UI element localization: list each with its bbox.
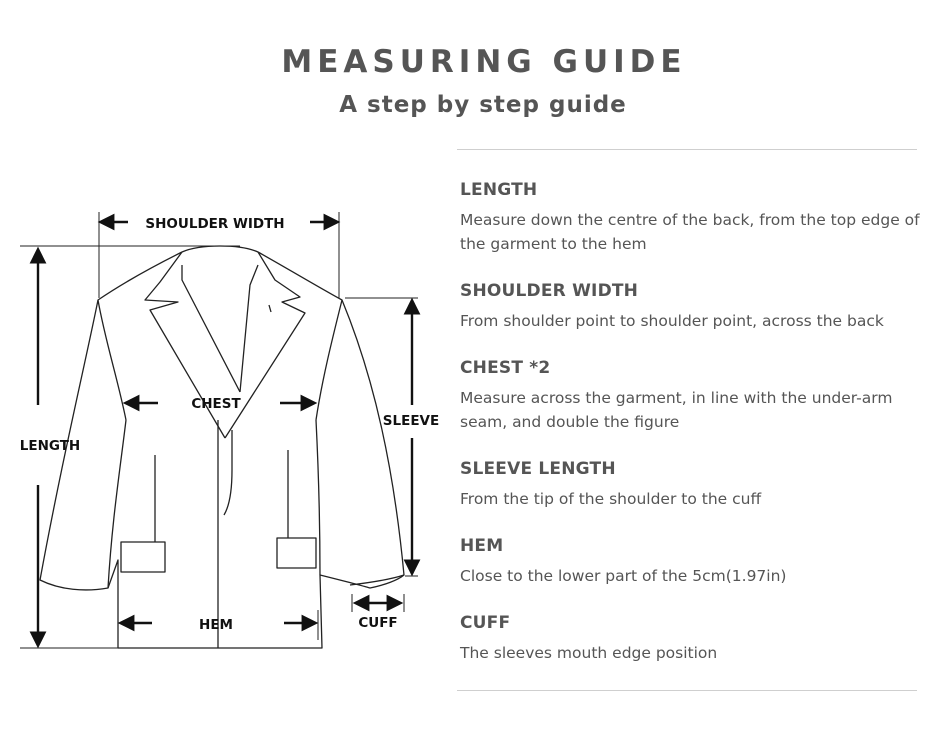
- guide-item-sleeve-length: [460, 459, 922, 511]
- guide-item-desc: From the tip of the shoulder to the cuff: [460, 490, 762, 508]
- guide-item-title: CHEST *2: [460, 358, 551, 378]
- guide-item-desc: Measure across the garment, in line with the under-arm seam, and double the figure: [460, 389, 893, 431]
- guide-item-desc: Measure down the centre of the back, from the top edge of the garment to the hem: [460, 211, 920, 253]
- guide-item-title: HEM: [460, 536, 504, 556]
- guide-item-desc: The sleeves mouth edge position: [460, 644, 718, 662]
- guide-item-shoulder-width: [460, 281, 922, 333]
- length-label: LENGTH: [19, 438, 81, 454]
- guide-item-desc: Close to the lower part of the 5cm(1.97in): [460, 567, 787, 585]
- guide-item-hem: [460, 536, 922, 588]
- reference-lines: [20, 212, 418, 648]
- guide-item-cuff: [460, 613, 922, 665]
- sleeve-label: SLEEVE: [382, 413, 440, 429]
- page-subtitle: A step by step guide: [339, 92, 627, 118]
- guide-item-chest: [460, 358, 922, 434]
- cuff-label: CUFF: [358, 615, 398, 631]
- measure-arrows: [38, 222, 412, 645]
- chest-label: CHEST: [191, 396, 241, 412]
- shoulder-width-label: SHOULDER WIDTH: [145, 216, 285, 232]
- guide-item-title: LENGTH: [460, 180, 538, 200]
- guide-item-desc: From shoulder point to shoulder point, across the back: [460, 312, 884, 330]
- jacket-outline: [40, 246, 404, 648]
- guide-item-title: CUFF: [460, 613, 511, 633]
- guide-item-title: SHOULDER WIDTH: [460, 281, 639, 301]
- page-title: MEASURING GUIDE: [281, 44, 687, 80]
- guide-item-title: SLEEVE LENGTH: [460, 459, 616, 479]
- guide-item-length: [460, 180, 922, 256]
- hem-label: HEM: [199, 617, 233, 633]
